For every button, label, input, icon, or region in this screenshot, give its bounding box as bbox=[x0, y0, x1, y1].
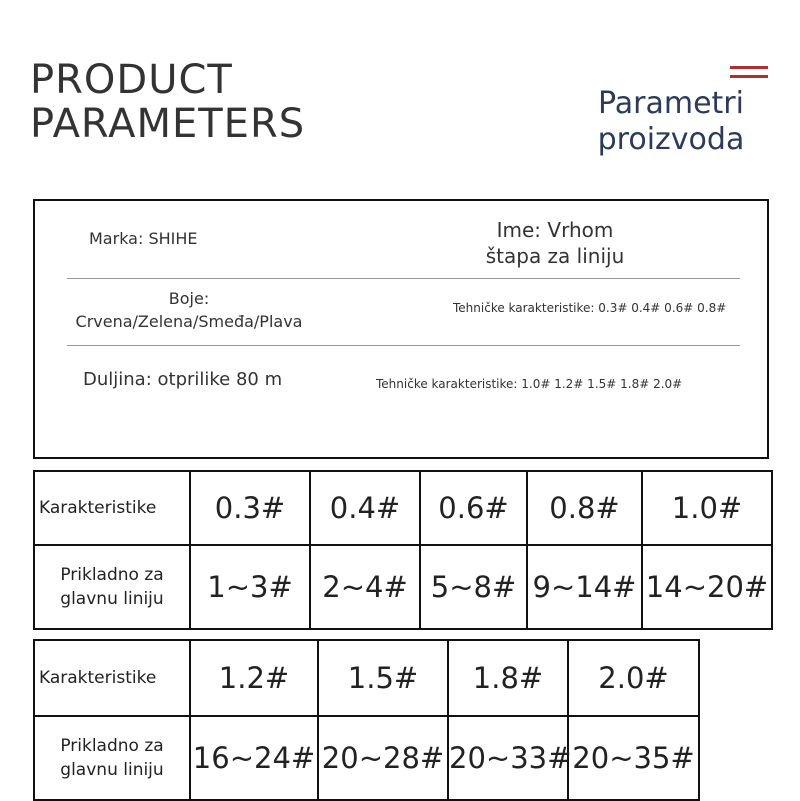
decorative-line bbox=[730, 66, 768, 69]
separator bbox=[67, 345, 740, 346]
spec-table-1 bbox=[33, 470, 773, 630]
product-name-line-2: štapa za liniju bbox=[485, 244, 625, 268]
range-label bbox=[34, 545, 190, 629]
colors-line-1: Boje: bbox=[168, 289, 210, 308]
spec-cell: 1.5# bbox=[318, 640, 448, 716]
range-cell: 2~4# bbox=[310, 545, 420, 629]
table-row bbox=[34, 640, 699, 716]
table-row bbox=[34, 716, 699, 800]
separator bbox=[67, 278, 740, 279]
range-label bbox=[34, 716, 190, 800]
table-row bbox=[34, 545, 772, 629]
spec-line-2: Tehničke karakteristike: 1.0# 1.2# 1.5# 1.8# 2.0# bbox=[376, 377, 683, 391]
spec-cell: 1.2# bbox=[190, 640, 318, 716]
local-title-line-1: Parametri bbox=[598, 86, 744, 121]
spec-line-1: Tehničke karakteristike: 0.3# 0.4# 0.6# 0.8# bbox=[453, 301, 727, 315]
colors-text bbox=[59, 287, 319, 333]
brand-text: Marka: SHIHE bbox=[89, 229, 198, 248]
spec-label: Karakteristike bbox=[34, 640, 190, 716]
spec-label: Karakteristike bbox=[34, 471, 190, 545]
range-cell: 16~24# bbox=[190, 716, 318, 800]
spec-cell: 1.0# bbox=[642, 471, 772, 545]
range-cell: 14~20# bbox=[642, 545, 772, 629]
length-text: Duljina: otprilike 80 m bbox=[83, 369, 283, 390]
range-cell: 5~8# bbox=[420, 545, 527, 629]
page-title bbox=[30, 58, 330, 146]
range-cell: 20~35# bbox=[568, 716, 699, 800]
spec-cell: 0.6# bbox=[420, 471, 527, 545]
spec-cell: 2.0# bbox=[568, 640, 699, 716]
spec-table-2 bbox=[33, 639, 700, 801]
decorative-line bbox=[730, 75, 768, 78]
range-cell: 9~14# bbox=[527, 545, 642, 629]
colors-line-2: Crvena/Zelena/Smeđa/Plava bbox=[75, 312, 303, 331]
spec-cell: 0.3# bbox=[190, 471, 310, 545]
table-row bbox=[34, 471, 772, 545]
range-label-line-2: glavnu liniju bbox=[60, 760, 164, 780]
product-name bbox=[435, 217, 675, 269]
spec-cell: 1.8# bbox=[448, 640, 568, 716]
local-title bbox=[566, 86, 776, 158]
info-box bbox=[33, 199, 769, 459]
range-cell: 20~33# bbox=[448, 716, 568, 800]
spec-cell: 0.4# bbox=[310, 471, 420, 545]
range-label-line-1: Prikladno za bbox=[60, 736, 164, 756]
range-label-line-1: Prikladno za bbox=[60, 565, 164, 585]
range-label-line-2: glavnu liniju bbox=[60, 589, 164, 609]
spec-cell: 0.8# bbox=[527, 471, 642, 545]
title-line-2: PARAMETERS bbox=[30, 101, 306, 147]
local-title-line-2: proizvoda bbox=[597, 122, 745, 157]
range-cell: 20~28# bbox=[318, 716, 448, 800]
range-cell: 1~3# bbox=[190, 545, 310, 629]
product-name-line-1: Ime: Vrhom bbox=[496, 218, 614, 242]
title-line-1: PRODUCT bbox=[30, 57, 233, 103]
